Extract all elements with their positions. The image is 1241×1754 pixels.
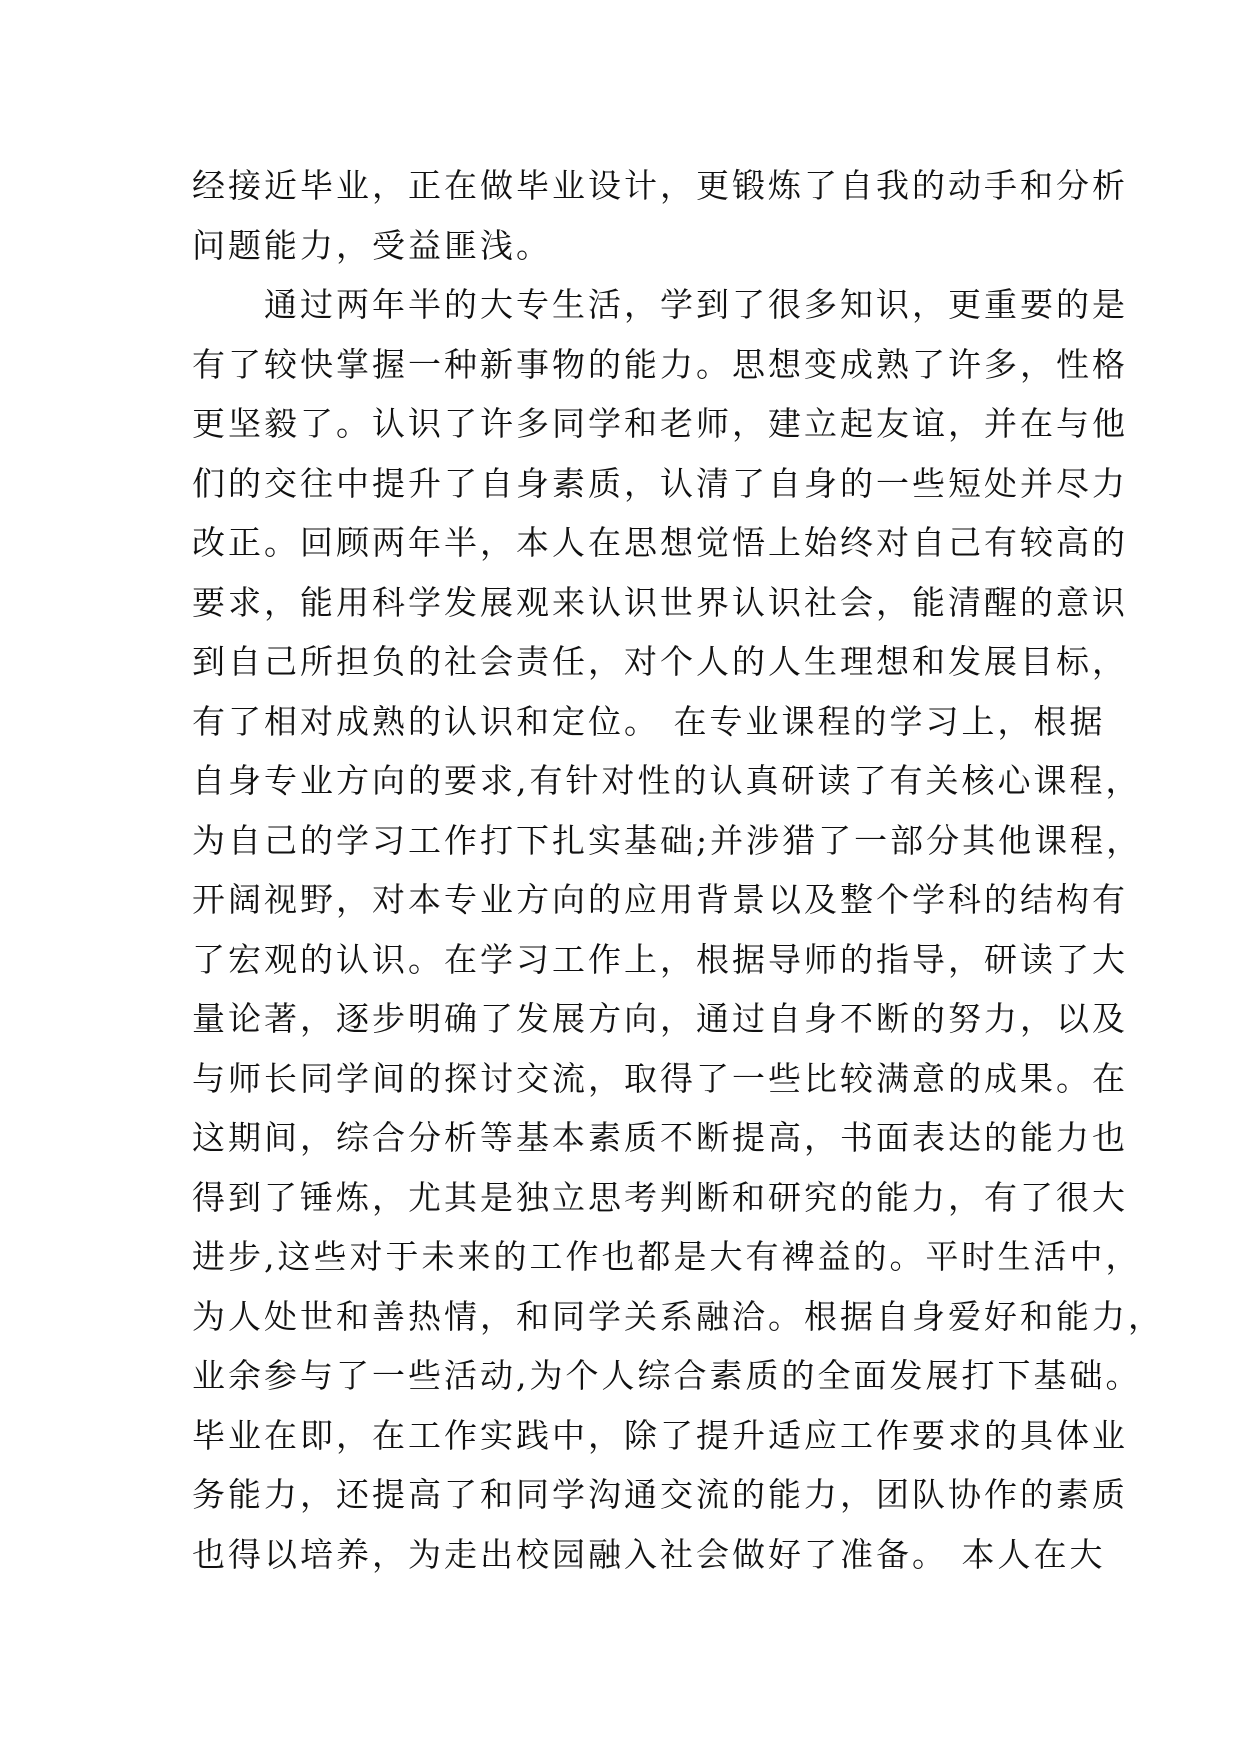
text-line: 业余参与了一些活动,为个人综合素质的全面发展打下基础。 (192, 1356, 1142, 1395)
text-line: 这期间，综合分析等基本素质不断提高，书面表达的能力也 (192, 1118, 1128, 1157)
text-line: 量论著，逐步明确了发展方向，通过自身不断的努力，以及 (192, 999, 1128, 1038)
body-text (192, 156, 1164, 1584)
text-line: 毕业在即，在工作实践中，除了提升适应工作要求的具体业 (192, 1415, 1128, 1455)
text-line: 得到了锤炼，尤其是独立思考判断和研究的能力，有了很大 (192, 1177, 1128, 1217)
text-line: 通过两年半的大专生活，学到了很多知识，更重要的是 (192, 285, 1128, 324)
text-line: 与师长同学间的探讨交流，取得了一些比较满意的成果。在 (192, 1058, 1128, 1098)
text-line: 更坚毅了。认识了许多同学和老师，建立起友谊，并在与他 (192, 404, 1128, 443)
text-line: 开阔视野，对本专业方向的应用背景以及整个学科的结构有 (192, 880, 1128, 919)
text-line: 进步,这些对于未来的工作也都是大有裨益的。平时生活中， (192, 1237, 1142, 1276)
text-line: 为人处世和善热情，和同学关系融洽。根据自身爱好和能力， (192, 1296, 1164, 1336)
text-line: 问题能力，受益匪浅。 (192, 225, 552, 265)
text-line: 务能力，还提高了和同学沟通交流的能力，团队协作的素质 (192, 1475, 1128, 1514)
text-line: 有了相对成熟的认识和定位。 在专业课程的学习上，根据 (192, 701, 1106, 741)
text-line: 自身专业方向的要求,有针对性的认真研读了有关核心课程， (192, 761, 1142, 800)
text-line: 到自己所担负的社会责任，对个人的人生理想和发展目标， (192, 642, 1128, 681)
text-line: 们的交往中提升了自身素质，认清了自身的一些短处并尽力 (192, 463, 1128, 503)
text-line: 有了较快掌握一种新事物的能力。思想变成熟了许多，性格 (192, 344, 1128, 384)
text-line: 经接近毕业，正在做毕业设计，更锻炼了自我的动手和分析 (192, 166, 1128, 205)
text-line: 了宏观的认识。在学习工作上，根据导师的指导，研读了大 (192, 939, 1128, 979)
text-line: 也得以培养，为走出校园融入社会做好了准备。 本人在大 (192, 1534, 1106, 1574)
text-line: 要求，能用科学发展观来认识世界认识社会，能清醒的意识 (192, 582, 1128, 622)
text-line: 改正。回顾两年半，本人在思想觉悟上始终对自己有较高的 (192, 523, 1128, 562)
text-line: 为自己的学习工作打下扎实基础;并涉猎了一部分其他课程， (192, 820, 1143, 860)
